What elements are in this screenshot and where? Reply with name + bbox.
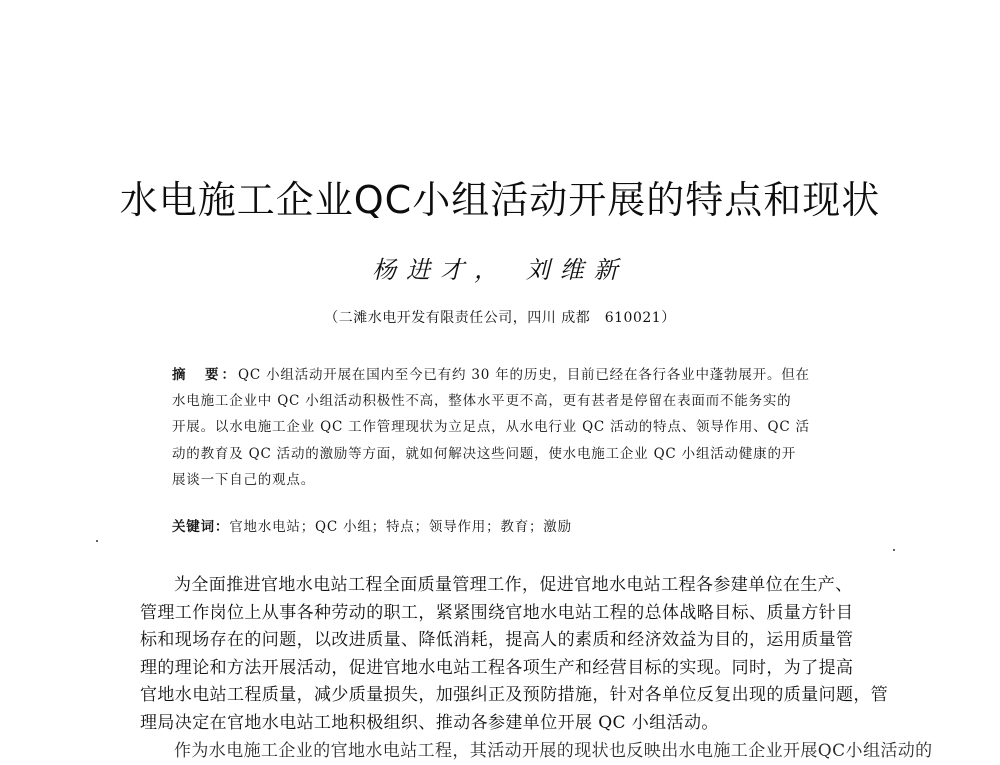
keywords-line [172,514,844,540]
keywords-label: 关键词： [172,519,230,535]
scan-speck [96,540,98,542]
scan-speck [893,549,895,551]
paper-title: 水电施工企业QC小组活动开展的特点和现状 [119,178,881,222]
body-line: 管理工作岗位上从事各种劳动的职工，紧紧围绕官地水电站工程的总体战略目标、质量方针目 [140,602,854,623]
abstract-line: 开展。以水电施工企业 QC 工作管理现状为立足点，从水电行业 QC 活动的特点、领导作用、QC 活 [172,419,810,436]
body-line: 理的理论和方法开展活动，促进官地水电站工程各项生产和经营目标的实现。同时，为了提高 [140,657,854,678]
body-line: 官地水电站工程质量，减少质量损失，加强纠正及预防措施，针对各单位反复出现的质量问题，管 [140,685,889,706]
body-text [140,572,933,761]
abstract-line: 水电施工企业中 QC 小组活动积极性不高，整体水平更不高，更有甚者是停留在表面而不能务实的 [172,393,792,410]
body-line-cut-off: 作为水电施工企业的官地水电站工程，其活动开展的现状也反映出水电施工企业开展QC小组活动的 [174,740,933,761]
paper-affiliation: （二滩水电开发有限责任公司，四川 成都 610021） [324,310,676,326]
abstract-line: 动的教育及 QC 活动的激励等方面，就如何解决这些问题，使水电施工企业 QC 小组活动健康的开 [172,445,797,462]
abstract-line [172,362,844,388]
body-line: 理局决定在官地水电站工地积极组织、推动各参建单位开展 QC 小组活动。 [140,712,719,733]
abstract-block [172,362,844,493]
abstract-label: 摘 要： [172,367,238,383]
body-line: 为全面推进官地水电站工程全面质量管理工作，促进官地水电站工程各参建单位在生产、 [174,575,853,595]
keywords-text: 官地水电站；QC 小组；特点；领导作用；教育；激励 [229,519,572,535]
abstract-text: QC 小组活动开展在国内至今已有约 30 年的历史，目前已经在各行各业中蓬勃展开。但在 [238,367,810,383]
body-line: 标和现场存在的问题，以改进质量、降低消耗，提高人的素质和经济效益为目的，运用质量管 [140,630,854,651]
paper-authors: 杨进才， 刘维新 [372,256,628,284]
abstract-line: 展谈一下自己的观点。 [172,471,315,488]
